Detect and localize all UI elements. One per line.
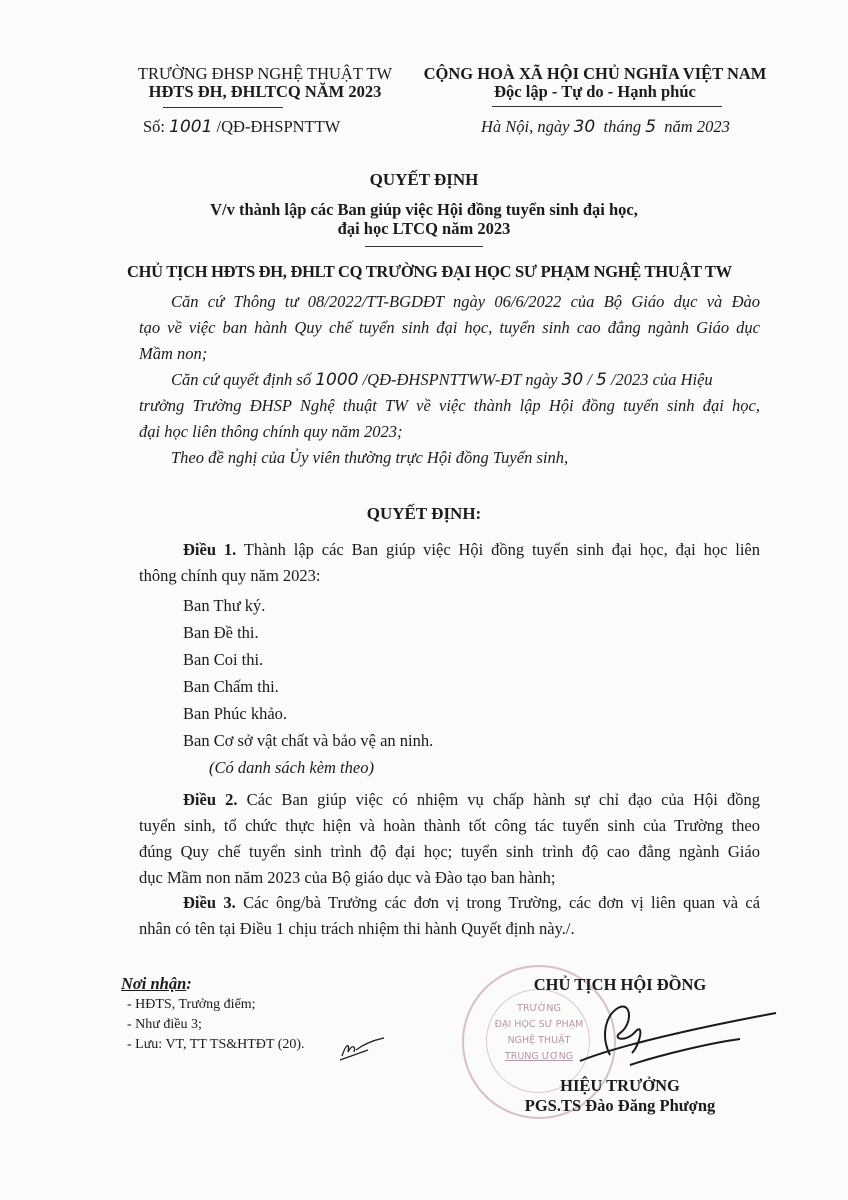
document-number: [143, 117, 340, 137]
place-date: [481, 117, 730, 137]
article-1-label: Điều 1.: [183, 540, 237, 559]
stamp-text: NGHỆ THUẬT: [507, 1035, 571, 1046]
initials-signature-icon: [338, 1036, 388, 1062]
article-3-line-1: [183, 893, 760, 913]
header-right-rule: [492, 106, 722, 107]
attached-note: (Có danh sách kèm theo): [209, 758, 374, 777]
basis-2-day: 30: [561, 370, 584, 390]
title-rule: [365, 246, 483, 247]
year-label: năm 2023: [664, 117, 730, 136]
board-item: Ban Phúc khảo.: [183, 704, 288, 723]
issuing-authority: CHỦ TỊCH HĐTS ĐH, ĐHLT CQ TRƯỜNG ĐẠI HỌC SƯ PHẠM NGHỆ THUẬT TW: [127, 262, 732, 281]
article-2-line-2: tuyển sinh, tổ chức thực hiện và hoàn thành tốt công tác tuyển sinh của Trường theo: [139, 816, 760, 835]
stamp-text: ĐẠI HỌC SƯ PHẠM: [494, 1019, 584, 1030]
council-name: HĐTS ĐH, ĐHLTCQ NĂM 2023: [148, 82, 382, 101]
article-1-line-1: [183, 540, 760, 560]
date-month: 5: [645, 117, 657, 137]
board-item: Ban Cơ sở vật chất và bảo vệ an ninh.: [183, 731, 434, 750]
country-name: CỘNG HOÀ XÃ HỘI CHỦ NGHĨA VIỆT NAM: [423, 64, 767, 83]
place-date-prefix: Hà Nội, ngày: [481, 117, 570, 136]
signer-role-rector: HIỆU TRƯỞNG: [560, 1076, 680, 1095]
basis-1-line-2: tạo về việc ban hành Quy chế tuyển sinh đại học, tuyển sinh cao đẳng ngành Giáo dục: [139, 318, 760, 337]
basis-1-line-3: Mầm non;: [139, 344, 208, 363]
subject-line-1: V/v thành lập các Ban giúp việc Hội đồng tuyển sinh đại học,: [210, 200, 638, 219]
stamp-text: TRUNG ƯƠNG: [504, 1051, 574, 1062]
basis-2-prefix: Căn cứ quyết định số: [171, 370, 312, 389]
board-item: Ban Thư ký.: [183, 596, 266, 615]
subject-line-2: đại học LTCQ năm 2023: [337, 219, 511, 238]
stamp-text: TRƯỜNG: [517, 1003, 561, 1014]
article-2-label: Điều 2.: [183, 790, 238, 809]
decision-heading: QUYẾT ĐỊNH:: [366, 504, 482, 523]
article-3-line-2: nhân có tên tại Điều 1 chịu trách nhiệm thi hành Quyết định này./.: [139, 919, 575, 938]
article-2-line-4: dục Mầm non năm 2023 của Bộ giáo dục và Đào tạo ban hành;: [139, 868, 556, 887]
signer-role-chair: CHỦ TỊCH HỘI ĐỒNG: [533, 975, 707, 994]
article-3-text: Các ông/bà Trưởng các đơn vị trong Trường, các đơn vị liên quan và cá: [243, 893, 761, 912]
recipients-label-text: Nơi nhận: [121, 974, 187, 993]
article-2-line-1: [183, 790, 760, 810]
basis-2-line-1: [171, 370, 792, 390]
number-handwritten: 1001: [169, 117, 213, 137]
basis-2-mid: /QĐ-ĐHSPNTTWW-ĐT ngày: [362, 370, 558, 389]
article-3-label: Điều 3.: [183, 893, 236, 912]
month-label: tháng: [603, 117, 642, 136]
signer-name: PGS.TS Đào Đăng Phượng: [524, 1096, 716, 1115]
number-prefix: Số:: [143, 117, 166, 136]
recipient-item: - Như điều 3;: [127, 1017, 202, 1032]
date-day: 30: [573, 117, 596, 137]
article-1-text: Thành lập các Ban giúp việc Hội đồng tuyển sinh đại học, đại học liên: [243, 540, 760, 559]
basis-2-slash: /: [587, 370, 592, 389]
recipient-item: - HĐTS, Trưởng điểm;: [127, 997, 256, 1012]
article-1-line-2: thông chính quy năm 2023:: [139, 566, 321, 585]
header-left-rule: [163, 107, 283, 108]
document-title: QUYẾT ĐỊNH: [369, 170, 479, 189]
national-motto: Độc lập - Tự do - Hạnh phúc: [494, 82, 696, 101]
basis-2-rest: /2023 của Hiệu: [610, 370, 713, 389]
org-name: TRƯỜNG ĐHSP NGHỆ THUẬT TW: [137, 64, 393, 83]
handwritten-signature-icon: [540, 995, 780, 1075]
basis-3: Theo đề nghị của Ủy viên thường trực Hội đồng Tuyển sinh,: [171, 448, 569, 467]
board-item: Ban Chấm thi.: [183, 677, 279, 696]
recipient-item: - Lưu: VT, TT TS&HTĐT (20).: [127, 1037, 305, 1052]
recipients-label: Nơi nhận:: [121, 974, 192, 993]
board-item: Ban Đề thi.: [183, 623, 259, 642]
basis-2-month: 5: [596, 370, 607, 390]
basis-2-line-3: đại học liên thông chính quy năm 2023;: [139, 422, 403, 441]
number-suffix: /QĐ-ĐHSPNTTW: [216, 117, 341, 136]
basis-1-line-1: Căn cứ Thông tư 08/2022/TT-BGDĐT ngày 06/6/2022 của Bộ Giáo dục và Đào: [171, 292, 760, 311]
board-item: Ban Coi thi.: [183, 650, 264, 669]
basis-2-number: 1000: [315, 370, 359, 390]
article-2-text: Các Ban giúp việc có nhiệm vụ chấp hành sự chỉ đạo của Hội đồng: [246, 790, 761, 809]
basis-2-line-2: trưởng Trường ĐHSP Nghệ thuật TW về việc thành lập Hội đồng tuyển sinh đại học,: [139, 396, 760, 415]
article-2-line-3: đúng Quy chế tuyển sinh trình độ đại học; tuyển sinh trình độ cao đẳng ngành Giáo: [139, 842, 760, 861]
